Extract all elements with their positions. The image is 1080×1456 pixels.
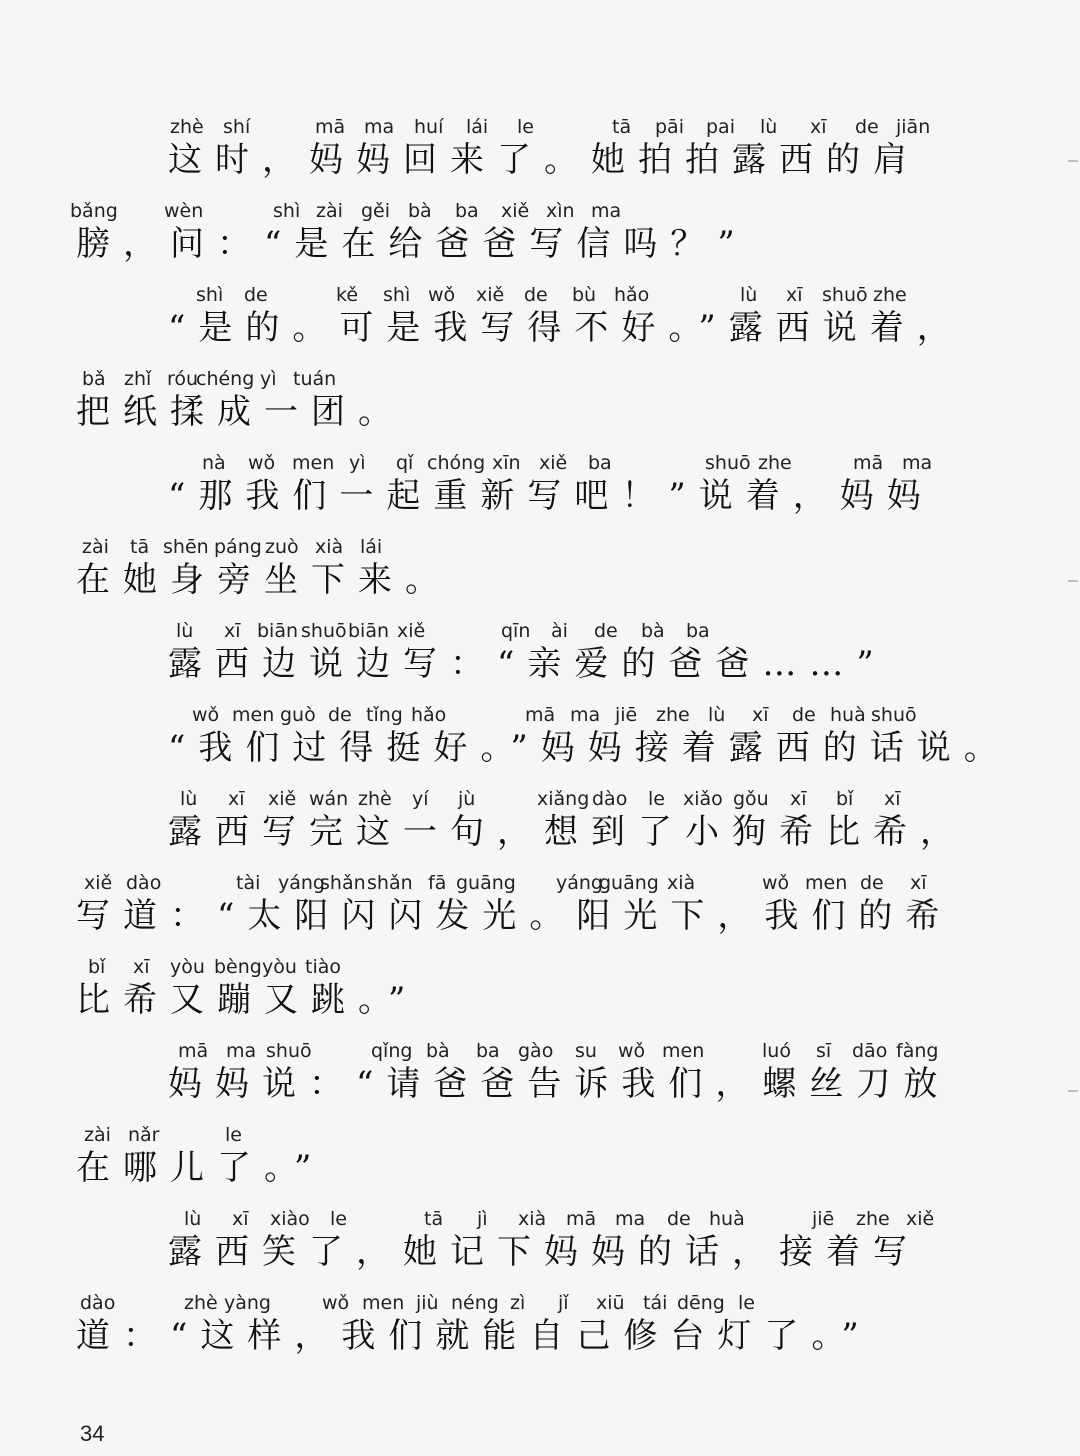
text-line (0, 1040, 1080, 1124)
hanzi-text: 比希又蹦又跳。” (76, 980, 419, 1020)
pinyin-syllable: zhe (873, 284, 907, 306)
pinyin-syllable: pai (706, 116, 735, 138)
pinyin-syllable: xiǎng (537, 788, 590, 810)
pinyin-syllable: gào (518, 1040, 554, 1062)
pinyin-syllable: mā (315, 116, 346, 138)
pinyin-syllable: tā (130, 536, 150, 558)
pinyin-syllable: de (594, 620, 618, 642)
pinyin-syllable: róu (167, 368, 199, 390)
pinyin-syllable: lù (180, 788, 198, 810)
pinyin-syllable: xī (884, 788, 901, 810)
pinyin-syllable: yáng (556, 872, 603, 894)
pinyin-syllable: chéng (196, 368, 255, 390)
hanzi-text: 写道：“太阳闪闪发光。阳光下，我们的希 (76, 896, 953, 936)
pinyin-syllable: le (648, 788, 665, 810)
pinyin-syllable: zài (84, 1124, 111, 1146)
pinyin-syllable: lù (184, 1208, 202, 1230)
pinyin-syllable: lù (176, 620, 194, 642)
pinyin-syllable: yì (260, 368, 277, 390)
pinyin-syllable: guāng (456, 872, 516, 894)
pinyin-syllable: ma (226, 1040, 257, 1062)
pinyin-syllable: shǎn (367, 872, 413, 894)
pinyin-syllable: yáng (278, 872, 325, 894)
edge-mark (1068, 580, 1078, 582)
pinyin-syllable: néng (451, 1292, 499, 1314)
pinyin-syllable: bà (426, 1040, 450, 1062)
hanzi-text: 妈妈说：“请爸爸告诉我们，螺丝刀放 (168, 1064, 951, 1104)
pinyin-syllable: nà (202, 452, 226, 474)
pinyin-syllable: fàng (896, 1040, 939, 1062)
pinyin-syllable: dào (126, 872, 162, 894)
pinyin-syllable: ma (570, 704, 601, 726)
hanzi-text: 膀，问：“是在给爸爸写信吗？” (76, 224, 748, 264)
pinyin-syllable: men (292, 452, 335, 474)
pinyin-syllable: qǐng (371, 1040, 413, 1062)
pinyin-syllable: kě (336, 284, 359, 306)
text-line (0, 452, 1080, 536)
pinyin-syllable: tiào (305, 956, 341, 978)
pinyin-syllable: dào (80, 1292, 116, 1314)
pinyin-syllable: shuō (301, 620, 347, 642)
text-line (0, 368, 1080, 452)
text-line (0, 704, 1080, 788)
pinyin-syllable: xī (224, 620, 241, 642)
pinyin-syllable: xià (315, 536, 344, 558)
pinyin-syllable: xī (810, 116, 827, 138)
pinyin-syllable: xiě (397, 620, 426, 642)
pinyin-syllable: men (362, 1292, 405, 1314)
pinyin-syllable: dēng (677, 1292, 725, 1314)
hanzi-text: 在她身旁坐下来。 (76, 560, 452, 600)
pinyin-syllable: guò (280, 704, 316, 726)
pinyin-syllable: jiù (416, 1292, 439, 1314)
text-line (0, 1292, 1080, 1376)
pinyin-syllable: shuō (871, 704, 917, 726)
text-line (0, 872, 1080, 956)
pinyin-syllable: shì (273, 200, 301, 222)
pinyin-syllable: shì (383, 284, 411, 306)
pinyin-syllable: tǐng (366, 704, 403, 726)
hanzi-text: 露西笑了，她记下妈妈的话，接着写 (168, 1232, 920, 1272)
hanzi-text: 道：“这样，我们就能自己修台灯了。” (76, 1316, 872, 1356)
pinyin-syllable: xiǎo (683, 788, 723, 810)
pinyin-syllable: sī (816, 1040, 832, 1062)
pinyin-syllable: de (667, 1208, 691, 1230)
pinyin-syllable: wǒ (192, 704, 220, 726)
pinyin-syllable: mā (566, 1208, 597, 1230)
pinyin-syllable: shuō (705, 452, 751, 474)
pinyin-syllable: tài (236, 872, 261, 894)
pinyin-syllable: chóng (427, 452, 486, 474)
pinyin-syllable: yòu (262, 956, 297, 978)
pinyin-syllable: bà (408, 200, 432, 222)
pinyin-syllable: ma (364, 116, 395, 138)
pinyin-syllable: xī (910, 872, 927, 894)
pinyin-syllable: shuō (266, 1040, 312, 1062)
text-line (0, 1208, 1080, 1292)
text-line (0, 284, 1080, 368)
hanzi-text: 露西边说边写：“亲爱的爸爸……” (168, 644, 887, 684)
pinyin-syllable: de (792, 704, 816, 726)
pinyin-syllable: zhè (358, 788, 392, 810)
pinyin-syllable: ba (476, 1040, 500, 1062)
pinyin-syllable: xī (786, 284, 803, 306)
pinyin-syllable: zhǐ (124, 368, 152, 390)
pinyin-syllable: hǎo (411, 704, 447, 726)
pinyin-syllable: hǎo (614, 284, 650, 306)
pinyin-syllable: wǒ (762, 872, 790, 894)
pinyin-syllable: zhe (758, 452, 792, 474)
pinyin-syllable: zhè (170, 116, 204, 138)
pinyin-syllable: pāi (655, 116, 684, 138)
pinyin-syllable: xiě (84, 872, 113, 894)
pinyin-syllable: xī (133, 956, 150, 978)
pinyin-syllable: shuō (822, 284, 868, 306)
pinyin-syllable: bǎ (82, 368, 106, 390)
text-line (0, 536, 1080, 620)
pinyin-syllable: xiào (270, 1208, 310, 1230)
pinyin-syllable: yàng (224, 1292, 271, 1314)
pinyin-syllable: jì (477, 1208, 488, 1230)
pinyin-syllable: yòu (170, 956, 205, 978)
pinyin-syllable: lái (360, 536, 383, 558)
pinyin-syllable: zì (510, 1292, 526, 1314)
pinyin-syllable: huà (830, 704, 866, 726)
pinyin-syllable: huà (709, 1208, 745, 1230)
pinyin-syllable: xī (790, 788, 807, 810)
pinyin-syllable: xī (232, 1208, 249, 1230)
pinyin-syllable: zhe (656, 704, 690, 726)
pinyin-syllable: ma (615, 1208, 646, 1230)
pinyin-syllable: de (328, 704, 352, 726)
pinyin-syllable: xiě (906, 1208, 935, 1230)
pinyin-syllable: dāo (852, 1040, 888, 1062)
pinyin-syllable: luó (762, 1040, 791, 1062)
pinyin-syllable: bǐ (88, 956, 106, 978)
pinyin-syllable: nǎr (128, 1124, 160, 1146)
hanzi-text: “我们过得挺好。”妈妈接着露西的话说。 (168, 728, 1011, 768)
pinyin-syllable: bǎng (70, 200, 118, 222)
pinyin-syllable: xiě (476, 284, 505, 306)
pinyin-syllable: gěi (361, 200, 391, 222)
pinyin-syllable: biān (257, 620, 299, 642)
pinyin-syllable: wán (309, 788, 349, 810)
pinyin-syllable: dào (592, 788, 628, 810)
pinyin-syllable: xī (752, 704, 769, 726)
pinyin-syllable: le (738, 1292, 755, 1314)
pinyin-syllable: xià (667, 872, 696, 894)
pinyin-syllable: men (805, 872, 848, 894)
hanzi-text: 这时，妈妈回来了。她拍拍露西的肩 (168, 140, 920, 180)
pinyin-syllable: de (860, 872, 884, 894)
edge-mark (1068, 1090, 1078, 1092)
pinyin-syllable: huí (414, 116, 444, 138)
pinyin-syllable: wǒ (248, 452, 276, 474)
pinyin-syllable: bèng (214, 956, 262, 978)
pinyin-syllable: xìn (546, 200, 575, 222)
pinyin-syllable: gǒu (733, 788, 769, 810)
text-line (0, 1124, 1080, 1208)
hanzi-text: 在哪儿了。” (76, 1148, 325, 1188)
pinyin-syllable: biān (348, 620, 390, 642)
pinyin-syllable: lù (740, 284, 758, 306)
pinyin-syllable: tái (643, 1292, 668, 1314)
pinyin-syllable: men (232, 704, 275, 726)
pinyin-syllable: jù (458, 788, 476, 810)
pinyin-syllable: wèn (164, 200, 204, 222)
pinyin-syllable: lù (760, 116, 778, 138)
pinyin-syllable: xiě (268, 788, 297, 810)
pinyin-syllable: shì (196, 284, 224, 306)
pinyin-syllable: ài (551, 620, 568, 642)
pinyin-syllable: shǎn (320, 872, 366, 894)
pinyin-syllable: guāng (599, 872, 659, 894)
pinyin-syllable: jiān (896, 116, 931, 138)
text-line (0, 200, 1080, 284)
hanzi-text: 露西写完这一句，想到了小狗希比希， (168, 812, 967, 852)
pinyin-syllable: zài (316, 200, 343, 222)
pinyin-syllable: jǐ (558, 1292, 569, 1314)
pinyin-syllable: xī (228, 788, 245, 810)
page-number: 34 (80, 1421, 105, 1446)
pinyin-syllable: ma (902, 452, 933, 474)
pinyin-syllable: le (517, 116, 534, 138)
pinyin-syllable: wǒ (428, 284, 456, 306)
pinyin-syllable: de (524, 284, 548, 306)
pinyin-syllable: wǒ (618, 1040, 646, 1062)
pinyin-syllable: shēn (163, 536, 209, 558)
pinyin-syllable: páng (214, 536, 262, 558)
pinyin-syllable: tā (424, 1208, 444, 1230)
pinyin-syllable: ba (686, 620, 710, 642)
pinyin-syllable: ma (591, 200, 622, 222)
pinyin-syllable: zài (82, 536, 109, 558)
pinyin-syllable: xiě (539, 452, 568, 474)
text-line (0, 788, 1080, 872)
pinyin-syllable: mā (525, 704, 556, 726)
pinyin-syllable: le (330, 1208, 347, 1230)
pinyin-syllable: ba (588, 452, 612, 474)
pinyin-syllable: shí (223, 116, 251, 138)
pinyin-syllable: jiē (812, 1208, 835, 1230)
pinyin-syllable: yì (349, 452, 366, 474)
pinyin-syllable: jiē (615, 704, 638, 726)
text-line (0, 956, 1080, 1040)
pinyin-syllable: lái (466, 116, 489, 138)
pinyin-syllable: zhè (184, 1292, 218, 1314)
pinyin-syllable: xiū (596, 1292, 625, 1314)
pinyin-syllable: tā (612, 116, 632, 138)
pinyin-syllable: su (575, 1040, 597, 1062)
pinyin-syllable: xīn (492, 452, 521, 474)
pinyin-syllable: de (244, 284, 268, 306)
hanzi-text: “那我们一起重新写吧！”说着，妈妈 (168, 476, 934, 516)
pinyin-syllable: wǒ (322, 1292, 350, 1314)
pinyin-syllable: bà (641, 620, 665, 642)
pinyin-syllable: de (855, 116, 879, 138)
pinyin-syllable: qǐ (396, 452, 414, 474)
pinyin-syllable: mā (853, 452, 884, 474)
pinyin-syllable: zhe (856, 1208, 890, 1230)
pinyin-syllable: fā (428, 872, 447, 894)
pinyin-syllable: bǐ (836, 788, 854, 810)
pinyin-syllable: yí (412, 788, 429, 810)
text-line (0, 116, 1080, 200)
hanzi-text: 把纸揉成一团。 (76, 392, 405, 432)
text-line (0, 620, 1080, 704)
pinyin-syllable: xià (518, 1208, 547, 1230)
pinyin-syllable: qīn (501, 620, 531, 642)
pinyin-syllable: tuán (293, 368, 337, 390)
pinyin-syllable: men (662, 1040, 705, 1062)
pinyin-syllable: bù (572, 284, 597, 306)
pinyin-syllable: mā (178, 1040, 209, 1062)
pinyin-syllable: xiě (501, 200, 530, 222)
pinyin-syllable: ba (455, 200, 479, 222)
edge-mark (1068, 160, 1078, 162)
hanzi-text: “是的。可是我写得不好。”露西说着， (168, 308, 964, 348)
pinyin-syllable: lù (708, 704, 726, 726)
pinyin-syllable: zuò (265, 536, 299, 558)
pinyin-syllable: le (225, 1124, 242, 1146)
